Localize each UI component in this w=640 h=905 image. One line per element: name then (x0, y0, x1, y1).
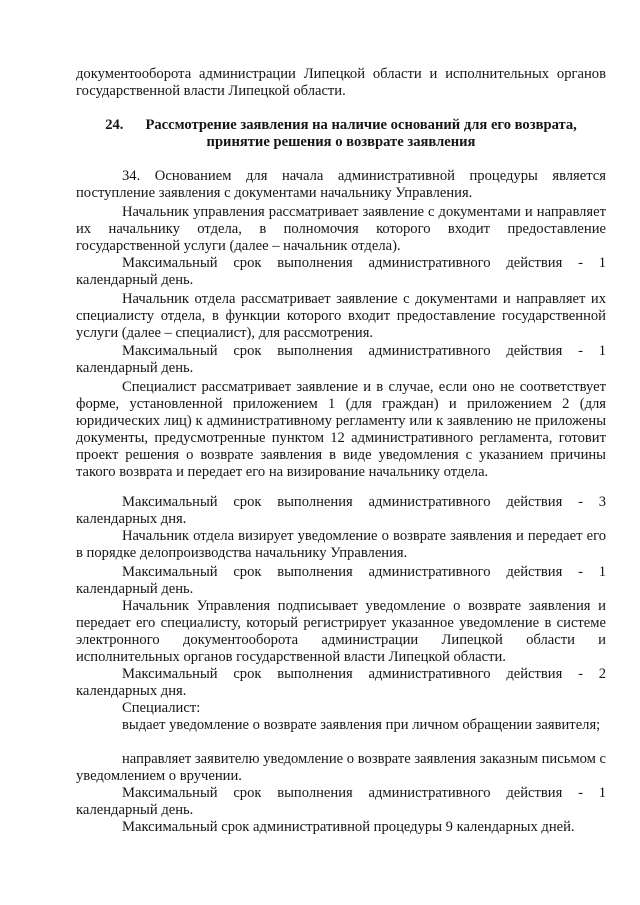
paragraph-send-notice: направляет заявителю уведомление о возврате заявления заказным письмом с уведомлением о вручении. (76, 751, 606, 784)
paragraph-visa: Начальник отдела визирует уведомление о возврате заявления и передает его в порядке делопроизводства начальнику Управления. (76, 528, 606, 561)
paragraph-deadline-2: Максимальный срок выполнения административного действия - 1 календарный день. (76, 343, 606, 376)
paragraph-signing: Начальник Управления подписывает уведомление о возврате заявления и передает его специалисту, который регистрирует указанное уведомление в системе электронного документооборота администрации Липецкой области и исполнительных органов государственной власти Липецкой области. (76, 598, 606, 665)
section-title-part2: принятие решения о возврате заявления (206, 134, 476, 150)
paragraph-head-of-section: Начальник отдела рассматривает заявление с документами и направляет их специалисту отдела, в функции которого входит предоставление государственной услуги (далее – специалист), для рассмотрения. (76, 291, 606, 341)
paragraph-deadline-3: Максимальный срок выполнения административного действия - 3 календарных дня. (76, 494, 606, 527)
paragraph-deadline-1: Максимальный срок выполнения административного действия - 1 календарный день. (76, 255, 606, 288)
section-heading-line1 (76, 117, 606, 134)
paragraph-deadline-6: Максимальный срок выполнения административного действия - 1 календарный день. (76, 785, 606, 818)
paragraph-issue-notice: выдает уведомление о возврате заявления при личном обращении заявителя; (122, 717, 601, 733)
paragraph-specialist: Специалист: (122, 700, 201, 716)
paragraph-continuation: документооборота администрации Липецкой области и исполнительных органов государственной власти Липецкой области. (76, 66, 606, 99)
paragraph-total-deadline: Максимальный срок административной процедуры 9 календарных дней. (122, 819, 575, 835)
paragraph-head-of-department: Начальник управления рассматривает заявление с документами и направляет их начальнику отдела, в полномочия которого входит предоставление государственной услуги (далее – начальник отдела). (76, 204, 606, 254)
paragraph-deadline-4: Максимальный срок выполнения административного действия - 1 календарный день. (76, 564, 606, 597)
paragraph-specialist-review: Специалист рассматривает заявление и в случае, если оно не соответствует форме, установленной приложением 1 (для граждан) и приложением 2 (для юридических лиц) к административному регламенту или к заявлению не приложены документы, предусмотренные пунктом 12 административного регламента, готовит проект решения о возврате заявления в виде уведомления с указанием причины такого возврата и передает его на визирование начальнику отдела. (76, 379, 606, 480)
paragraph-34: 34. Основанием для начала административной процедуры является поступление заявления с документами начальнику Управления. (76, 168, 606, 201)
section-title-part1: Рассмотрение заявления на наличие оснований для его возврата, (145, 117, 577, 133)
section-heading (76, 117, 606, 151)
paragraph-deadline-5: Максимальный срок выполнения административного действия - 2 календарных дня. (76, 666, 606, 699)
section-number: 24. (105, 117, 124, 133)
